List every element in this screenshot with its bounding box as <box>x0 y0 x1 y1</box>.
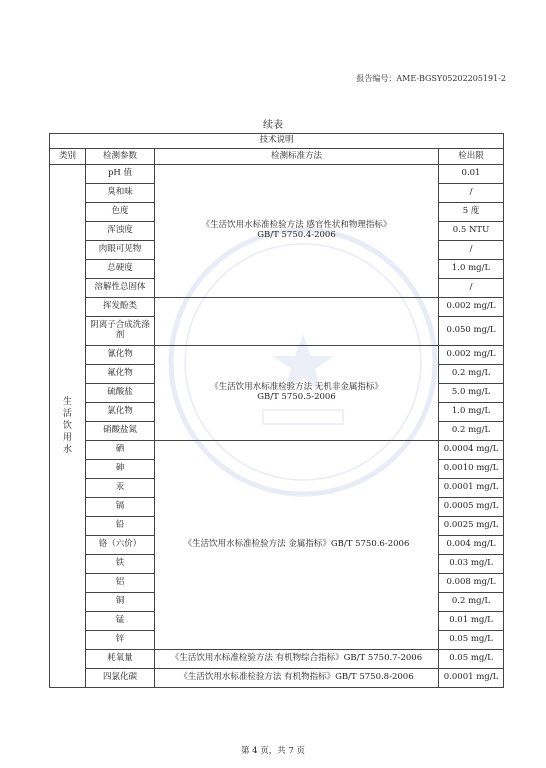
table-caption: 续表 <box>263 120 283 131</box>
param-cell: 铜 <box>86 593 155 612</box>
limit-cell: 0.01 <box>439 165 504 184</box>
limit-cell: 0.2 mg/L <box>439 593 504 612</box>
limit-cell: 1.0 mg/L <box>439 260 504 279</box>
param-cell: 臭和味 <box>86 184 155 203</box>
method-cell-metals <box>155 441 439 650</box>
param-cell: 肉眼可见物 <box>86 241 155 260</box>
limit-cell: 5 度 <box>439 203 504 222</box>
limit-cell: 5.0 mg/L <box>439 384 504 403</box>
category-label: 生活饮用水 <box>63 396 73 456</box>
method-cell-organic: 《生活饮用水标准检验方法 有机物指标》GB/T 5750.8-2006 <box>155 669 439 688</box>
report-number: 报告编号：AME-BGSY05202205191-2 <box>356 74 506 83</box>
param-cell: 氟化物 <box>86 365 155 384</box>
page-number: 第 4 页，共 7 页 <box>240 746 306 756</box>
param-cell: 铝 <box>86 574 155 593</box>
method-code: GB/T 5750.5-2006 <box>257 392 336 402</box>
limit-cell: 0.01 mg/L <box>439 612 504 631</box>
param-cell: 四氯化碳 <box>86 669 155 688</box>
param-cell: 氯化物 <box>86 403 155 422</box>
header-category: 类别 <box>50 149 86 165</box>
param-cell: 耗氧量 <box>86 650 155 669</box>
param-cell: 铅 <box>86 517 155 536</box>
limit-cell: / <box>439 279 504 298</box>
limit-cell: / <box>439 241 504 260</box>
limit-cell: 0.5 NTU <box>439 222 504 241</box>
limit-cell: 0.002 mg/L <box>439 298 504 317</box>
param-cell: 硝酸盐氮 <box>86 422 155 441</box>
table-title: 技术说明 <box>50 134 504 149</box>
header-parameter: 检测参数 <box>86 149 155 165</box>
spec-table <box>49 133 504 688</box>
limit-cell: 0.002 mg/L <box>439 346 504 365</box>
param-cell: 镉 <box>86 498 155 517</box>
table-row <box>50 165 504 184</box>
table-row <box>50 441 504 460</box>
table-row <box>50 650 504 669</box>
param-cell: 色度 <box>86 203 155 222</box>
method-cell-empty <box>155 298 439 346</box>
param-cell: 硫酸盐 <box>86 384 155 403</box>
limit-cell: 0.050 mg/L <box>439 317 504 346</box>
header-method: 检测标准方法 <box>155 149 439 165</box>
param-cell: 溶解性总固体 <box>86 279 155 298</box>
param-cell: 铁 <box>86 555 155 574</box>
method-cell-organic-composite: 《生活饮用水标准检验方法 有机物综合指标》GB/T 5750.7-2006 <box>155 650 439 669</box>
param-cell: 挥发酚类 <box>86 298 155 317</box>
limit-cell: 0.0001 mg/L <box>439 479 504 498</box>
param-cell: 阴离子合成洗涤剂 <box>86 317 155 346</box>
method-name: 《生活饮用水标准检验方法 无机非金属指标》 <box>210 382 383 393</box>
category-cell <box>50 165 86 688</box>
limit-cell: 0.004 mg/L <box>439 536 504 555</box>
limit-cell: 0.2 mg/L <box>439 422 504 441</box>
limit-cell: 0.008 mg/L <box>439 574 504 593</box>
limit-cell: 0.2 mg/L <box>439 365 504 384</box>
method-cell-physical <box>155 165 439 298</box>
limit-cell: 0.0010 mg/L <box>439 460 504 479</box>
param-cell: 锌 <box>86 631 155 650</box>
limit-cell: 0.0025 mg/L <box>439 517 504 536</box>
method-name: 《生活饮用水标准检验方法 感官性状和物理指标》 <box>201 220 392 231</box>
limit-cell: 0.0005 mg/L <box>439 498 504 517</box>
param-cell: 总硬度 <box>86 260 155 279</box>
param-cell: pH 值 <box>86 165 155 184</box>
param-cell: 铬（六价） <box>86 536 155 555</box>
param-cell: 浑浊度 <box>86 222 155 241</box>
limit-cell: 0.0001 mg/L <box>439 669 504 688</box>
method-name: 《生活饮用水标准检验方法 金属指标》GB/T 5750.6-2006 <box>183 539 410 550</box>
param-cell: 硒 <box>86 441 155 460</box>
limit-cell: 0.0004 mg/L <box>439 441 504 460</box>
param-cell: 汞 <box>86 479 155 498</box>
param-cell: 氰化物 <box>86 346 155 365</box>
param-cell: 砷 <box>86 460 155 479</box>
limit-cell: 0.05 mg/L <box>439 631 504 650</box>
limit-cell: / <box>439 184 504 203</box>
method-cell-inorganic <box>155 346 439 441</box>
table-row <box>50 346 504 365</box>
limit-cell: 0.03 mg/L <box>439 555 504 574</box>
limit-cell: 0.05 mg/L <box>439 650 504 669</box>
limit-cell: 1.0 mg/L <box>439 403 504 422</box>
table-row <box>50 298 504 317</box>
table-row <box>50 669 504 688</box>
method-code: GB/T 5750.4-2006 <box>257 230 336 240</box>
header-limit: 检出限 <box>439 149 504 165</box>
param-cell: 锰 <box>86 612 155 631</box>
